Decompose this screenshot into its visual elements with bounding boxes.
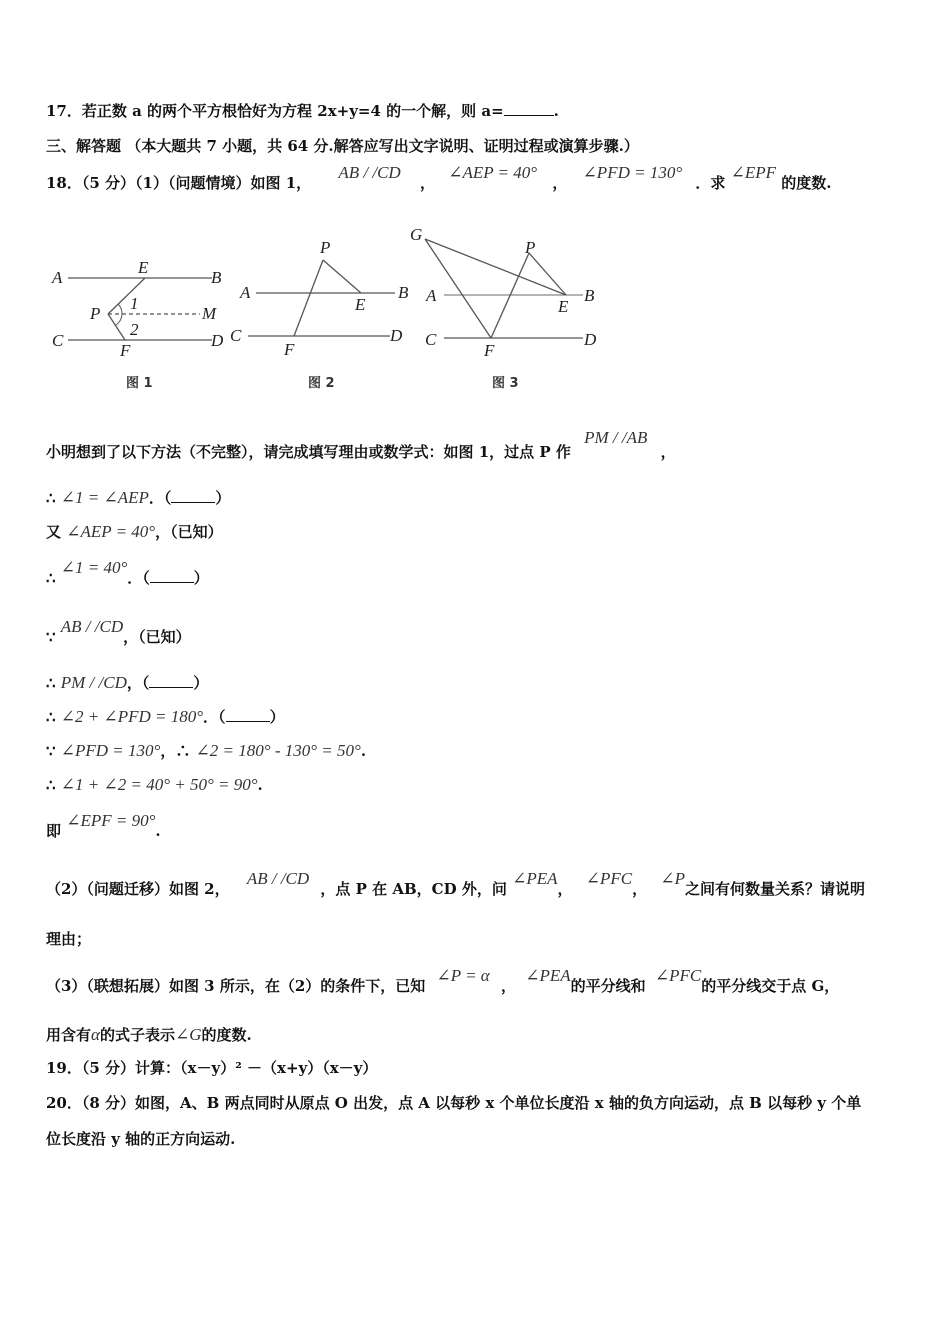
step-math: ∠EPF = 90° — [66, 811, 156, 830]
label-F: F — [484, 341, 495, 360]
label-F: F — [284, 340, 295, 359]
step-4 — [46, 617, 191, 647]
label-G: G — [410, 225, 423, 244]
step-prefix: ∴ — [46, 708, 61, 726]
step-math: PM / /CD — [60, 673, 127, 692]
q19-expression: （x－y）² －（x+y）（x－y） — [180, 1059, 378, 1077]
label-P: P — [320, 238, 331, 257]
reason-blank[interactable] — [149, 675, 193, 688]
figure-3-caption: 图 3 — [492, 376, 519, 391]
label-2: 2 — [130, 320, 139, 339]
q18-prefix: 18．（5 分）（1）（问题情境）如图 1， — [46, 174, 312, 192]
part-3-line-2 — [46, 1025, 252, 1045]
step-mid: ，∴ — [160, 742, 196, 760]
figure-2-caption: 图 2 — [308, 376, 335, 391]
step-post: ，（已知） — [123, 628, 191, 646]
q17-end: . — [553, 102, 559, 120]
step-prefix: 即 — [46, 822, 67, 840]
math-angle-g: ∠G — [174, 1025, 202, 1044]
separator: ， — [632, 880, 648, 898]
label-C: C — [52, 331, 64, 350]
step-end: ） — [193, 569, 209, 587]
step-post: ，（ — [126, 674, 150, 692]
step-math: ∠1 + ∠2 = 40° + 50° = 90° — [60, 775, 258, 794]
step-9 — [46, 811, 161, 841]
label-D: D — [390, 326, 403, 345]
math-angle-pfc: ∠PFC — [654, 966, 702, 985]
label-P: P — [90, 304, 101, 323]
step-3 — [46, 558, 209, 588]
step-post: . — [360, 742, 367, 760]
part2-text: （2）（问题迁移）如图 2， — [46, 880, 230, 898]
label-A: A — [52, 268, 63, 287]
separator: ．求 — [695, 174, 726, 192]
part3-text: 的式子表示 — [99, 1026, 175, 1044]
math-angle-pea: ∠PEA — [525, 966, 571, 985]
label-E: E — [355, 295, 366, 314]
part3-text: 的度数. — [201, 1026, 252, 1044]
step-end: ） — [215, 489, 231, 507]
question-19 — [46, 1058, 377, 1078]
part3-text: 的平分线交于点 G， — [701, 977, 840, 995]
label-F: F — [120, 341, 131, 360]
label-B: B — [398, 283, 409, 302]
math-angle-p-alpha: ∠P = α — [436, 966, 490, 985]
q19-text: 19．（5 分）计算： — [46, 1059, 181, 1077]
step-end: ） — [269, 708, 285, 726]
step-post: ，（已知） — [155, 523, 223, 541]
part2-text: ，点 P 在 AB，CD 外，问 — [320, 880, 507, 898]
step-1 — [46, 488, 230, 508]
question-18 — [46, 163, 832, 193]
answer-blank[interactable] — [504, 103, 554, 116]
step-math: ∠AEP = 40° — [66, 522, 156, 541]
separator: ， — [552, 174, 568, 192]
math-angle-aep: ∠AEP = 40° — [448, 163, 538, 182]
step-post: . — [155, 822, 161, 840]
figure-1 — [51, 258, 224, 391]
method-text: 小明想到了以下方法（不完整），请完成填写理由或数学式：如图 1，过点 P 作 — [46, 443, 571, 461]
method-intro — [46, 428, 676, 462]
math-angle-p: ∠P — [660, 869, 685, 888]
reason-blank[interactable] — [171, 490, 215, 503]
label-B: B — [211, 268, 222, 287]
math-ab-parallel-cd: AB / /CD — [338, 163, 401, 182]
step-prefix: ∵ — [46, 742, 61, 760]
method-end: ， — [660, 443, 676, 461]
separator: ， — [500, 977, 516, 995]
step-6 — [46, 707, 285, 727]
math-ab-parallel-cd: AB / /CD — [246, 869, 310, 888]
label-A: A — [240, 283, 251, 302]
math-angle-pfd: ∠PFD = 130° — [582, 163, 683, 182]
question-17 — [46, 101, 559, 121]
label-E: E — [138, 258, 149, 277]
label-E: E — [558, 297, 569, 316]
label-1: 1 — [130, 294, 139, 313]
step-8 — [46, 775, 263, 795]
step-prefix: ∴ — [46, 674, 61, 692]
step-prefix: ∴ — [46, 489, 61, 507]
step-post: ．（ — [127, 569, 150, 587]
separator: ， — [557, 880, 573, 898]
label-A: A — [426, 286, 437, 305]
figure-3 — [410, 225, 597, 391]
step-prefix: 又 — [46, 523, 67, 541]
q18-suffix: 的度数. — [781, 174, 832, 192]
step-math: ∠1 = ∠AEP — [60, 488, 149, 507]
math-alpha: α — [91, 1025, 100, 1044]
step-2 — [46, 522, 223, 542]
label-P: P — [525, 238, 536, 257]
step-prefix: ∴ — [46, 569, 61, 587]
part3-text: （3）（联想拓展）如图 3 所示，在（2）的条件下，已知 — [46, 977, 426, 995]
section-heading: 三、解答题 （本大题共 7 小题，共 64 分.解答应写出文字说明、证明过程或演算步骤.） — [46, 137, 639, 155]
math-angle-pfc: ∠PFC — [585, 869, 633, 888]
figure-1-caption: 图 1 — [126, 376, 153, 391]
part3-text: 的平分线和 — [570, 977, 646, 995]
part2-text: 之间有何数量关系？请说明 — [685, 880, 866, 898]
label-C: C — [230, 326, 242, 345]
step-end: ） — [193, 674, 209, 692]
part-2-line-2: 理由； — [46, 930, 92, 948]
math-angle-pea: ∠PEA — [512, 869, 558, 888]
figure-2 — [230, 238, 409, 391]
part-3-line-1 — [46, 966, 840, 996]
label-D: D — [211, 331, 224, 350]
step-math: ∠PFD = 130° — [60, 741, 161, 760]
step-prefix: ∴ — [46, 776, 61, 794]
part-2-line-1 — [46, 869, 866, 899]
label-D: D — [584, 330, 597, 349]
step-math-2: ∠2 = 180° - 130° = 50° — [195, 741, 361, 760]
step-math: AB / /CD — [60, 617, 124, 636]
label-B: B — [584, 286, 595, 305]
step-prefix: ∵ — [46, 628, 61, 646]
label-C: C — [425, 330, 437, 349]
reason-blank[interactable] — [150, 570, 194, 583]
question-20-line-2: 位长度沿 y 轴的正方向运动. — [46, 1130, 236, 1148]
step-7 — [46, 741, 366, 761]
math-angle-epf: ∠EPF — [730, 163, 777, 182]
part3-text: 用含有 — [46, 1026, 92, 1044]
step-post: ．（ — [148, 489, 172, 507]
step-math: ∠2 + ∠PFD = 180° — [60, 707, 204, 726]
step-5 — [46, 673, 208, 693]
step-post: ．（ — [203, 708, 226, 726]
figures — [0, 215, 950, 405]
math-pm-parallel-ab: PM / /AB — [584, 428, 648, 447]
reason-blank[interactable] — [226, 709, 270, 722]
separator: ， — [419, 174, 435, 192]
q17-text: 17．若正数 a 的两个平方根恰好为方程 2x+y=4 的一个解，则 a= — [46, 102, 504, 120]
label-M: M — [202, 304, 217, 323]
step-post: . — [257, 776, 263, 794]
step-math: ∠1 = 40° — [60, 558, 128, 577]
question-20-line-1: 20．（8 分）如图，A、B 两点同时从原点 O 出发，点 A 以每秒 x 个单位长度沿 x 轴的负方向运动，点 B 以每秒 y 个单 — [46, 1094, 862, 1112]
